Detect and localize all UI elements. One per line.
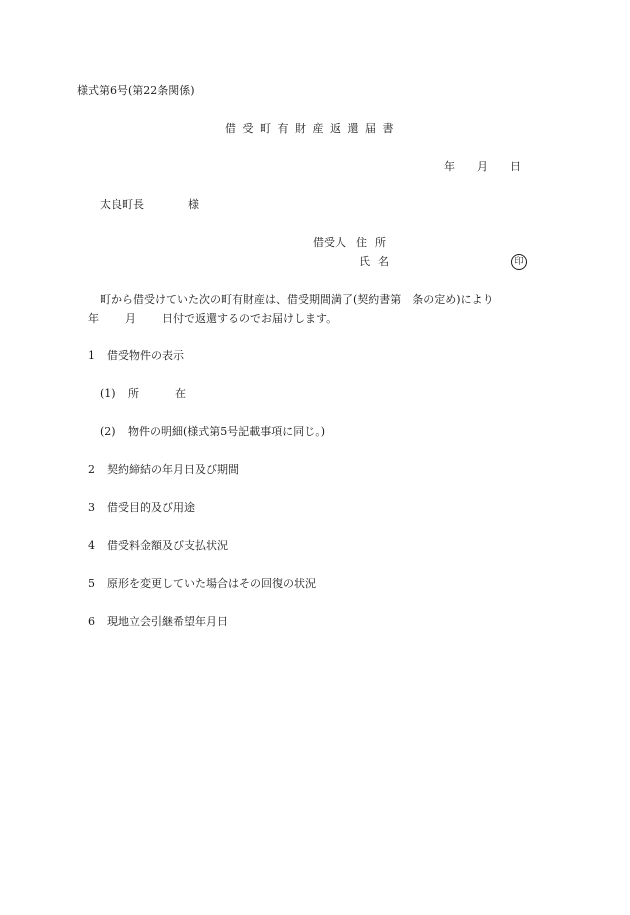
item-number: 4: [88, 539, 95, 552]
item-label: 原形を変更していた場合はその回復の状況: [107, 577, 316, 590]
list-item-5: [88, 577, 316, 591]
applicant-name-label: 氏名: [359, 255, 397, 268]
item-number: 6: [88, 615, 95, 628]
date-month: 月: [477, 160, 488, 173]
item-label: 借受料金額及び支払状況: [107, 539, 228, 552]
date-year: 年: [444, 160, 455, 173]
sub-item-label: 物件の明細(様式第5号記載事項に同じ。): [128, 425, 326, 438]
sub-item-number: (1): [100, 387, 116, 400]
item-label: 契約締結の年月日及び期間: [107, 463, 239, 476]
addressee: [100, 198, 199, 212]
date-day: 日: [510, 160, 521, 173]
applicant-address-label: 住所: [356, 236, 394, 249]
sub-item-number: (2): [100, 425, 116, 438]
document-title: 借受町有財産返還届書: [225, 122, 400, 135]
item-number: 1: [88, 349, 95, 362]
item-number: 3: [88, 501, 95, 514]
list-item-6: [88, 615, 228, 629]
body-rest: 日付で返還するのでお届けします。: [162, 312, 338, 325]
body-year: 年: [88, 312, 99, 325]
applicant-address-line: [313, 236, 394, 250]
list-item-4: [88, 539, 228, 553]
list-item-1: [88, 349, 184, 363]
list-item-2: [88, 463, 239, 477]
addressee-name: 太良町長: [100, 198, 144, 211]
item-label: 現地立会引継希望年月日: [107, 615, 228, 628]
item-number: 5: [88, 577, 95, 590]
sub-item-1: [100, 387, 186, 401]
item-number: 2: [88, 463, 95, 476]
sub-item-2: [100, 425, 325, 439]
body-text-line-1: 町から借受けていた次の町有財産は、借受期間満了(契約書第 条の定め)により: [100, 293, 494, 306]
addressee-honorific: 様: [188, 198, 199, 211]
applicant-role: 借受人: [313, 236, 346, 249]
body-month: 月: [125, 312, 136, 325]
seal-mark: 印: [511, 254, 527, 270]
date-line: [444, 160, 521, 174]
sub-item-label-a: 所: [128, 387, 139, 400]
form-number: 様式第6号(第22条関係): [77, 84, 195, 97]
item-label: 借受目的及び用途: [107, 501, 195, 514]
item-label: 借受物件の表示: [107, 349, 184, 362]
list-item-3: [88, 501, 195, 515]
sub-item-label-b: 在: [175, 387, 186, 400]
body-text-line-2: [88, 312, 337, 326]
